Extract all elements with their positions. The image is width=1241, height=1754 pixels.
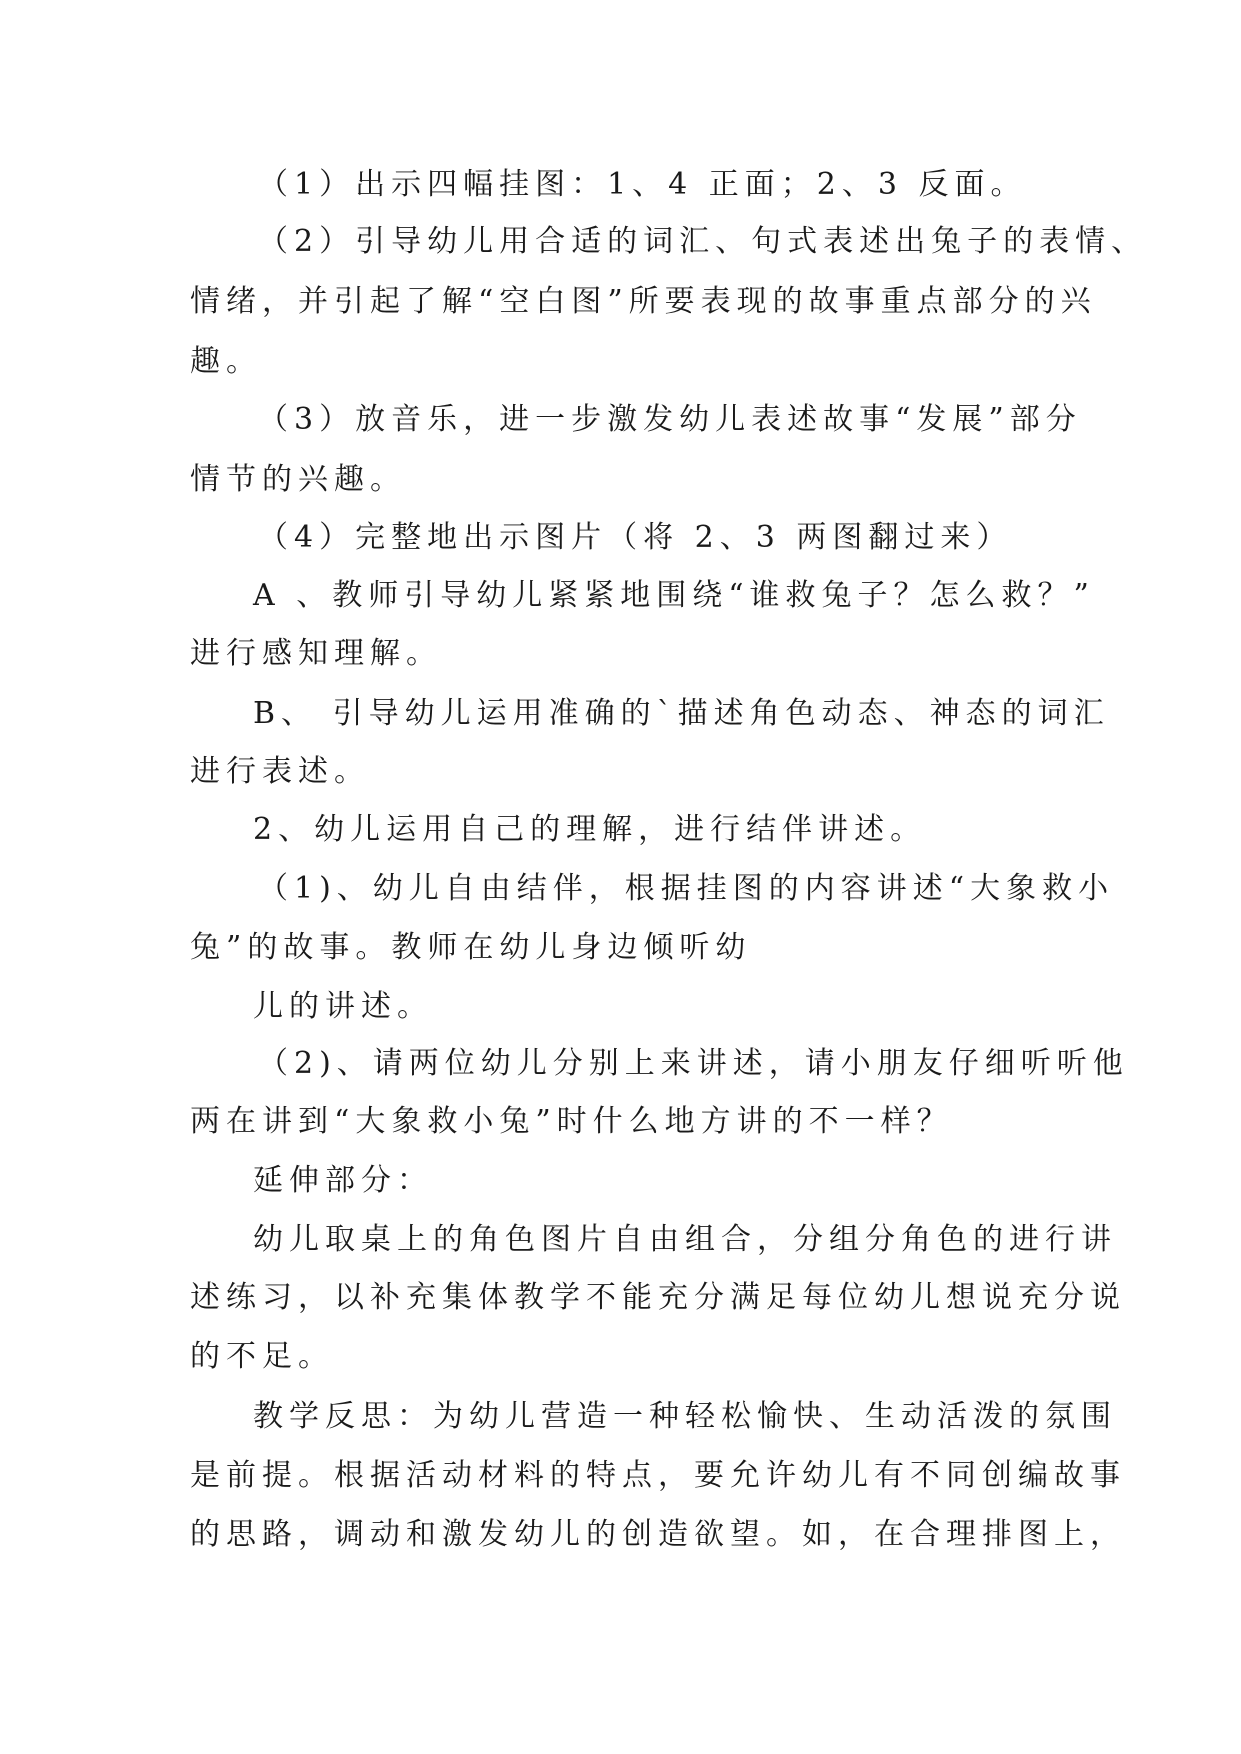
text-line: 儿的讲述。 [253, 989, 433, 1024]
text-line: 教学反思：为幼儿营造一种轻松愉快、生动活泼的氛围 [253, 1399, 1117, 1434]
text-line: （2)、请两位幼儿分别上来讲述，请小朋友仔细听听他 [258, 1046, 1129, 1081]
text-line: 情节的兴趣。 [190, 462, 406, 497]
text-line: 进行感知理解。 [190, 636, 442, 671]
text-line: 2、幼儿运用自己的理解，进行结伴讲述。 [253, 812, 927, 847]
text-line: （2）引导幼儿用合适的词汇、句式表述出兔子的表情、 [258, 224, 1148, 259]
text-line: （4）完整地出示图片（将 2、3 两图翻过来） [258, 520, 1013, 555]
text-line: A 、教师引导幼儿紧紧地围绕“谁救兔子？怎么救？” [253, 578, 1095, 613]
text-line: 兔”的故事。教师在幼儿身边倾听幼 [190, 930, 752, 965]
text-line: （3）放音乐，进一步激发幼儿表述故事“发展”部分 [258, 402, 1082, 437]
text-line: 的不足。 [190, 1339, 334, 1374]
text-line: （1)、幼儿自由结伴，根据挂图的内容讲述“大象救小 [258, 871, 1115, 906]
text-line: B、 引导幼儿运用准确的`描述角色动态、神态的词汇 [253, 696, 1110, 731]
text-line: 是前提。根据活动材料的特点，要允许幼儿有不同创编故事 [190, 1458, 1126, 1493]
text-line: 述练习，以补充集体教学不能充分满足每位幼儿想说充分说 [190, 1280, 1126, 1315]
text-line: 进行表述。 [190, 754, 370, 789]
text-line: 延伸部分： [253, 1163, 433, 1198]
text-line: 两在讲到“大象救小兔”时什么地方讲的不一样？ [190, 1104, 953, 1139]
text-line: 的思路，调动和激发幼儿的创造欲望。如，在合理排图上， [190, 1517, 1126, 1552]
text-line: 幼儿取桌上的角色图片自由组合，分组分角色的进行讲 [253, 1222, 1117, 1257]
text-line: 趣。 [190, 344, 262, 379]
text-line: （1）出示四幅挂图：1、4 正面；2、3 反面。 [258, 167, 1027, 202]
text-line: 情绪，并引起了解“空白图”所要表现的故事重点部分的兴 [190, 284, 1097, 319]
